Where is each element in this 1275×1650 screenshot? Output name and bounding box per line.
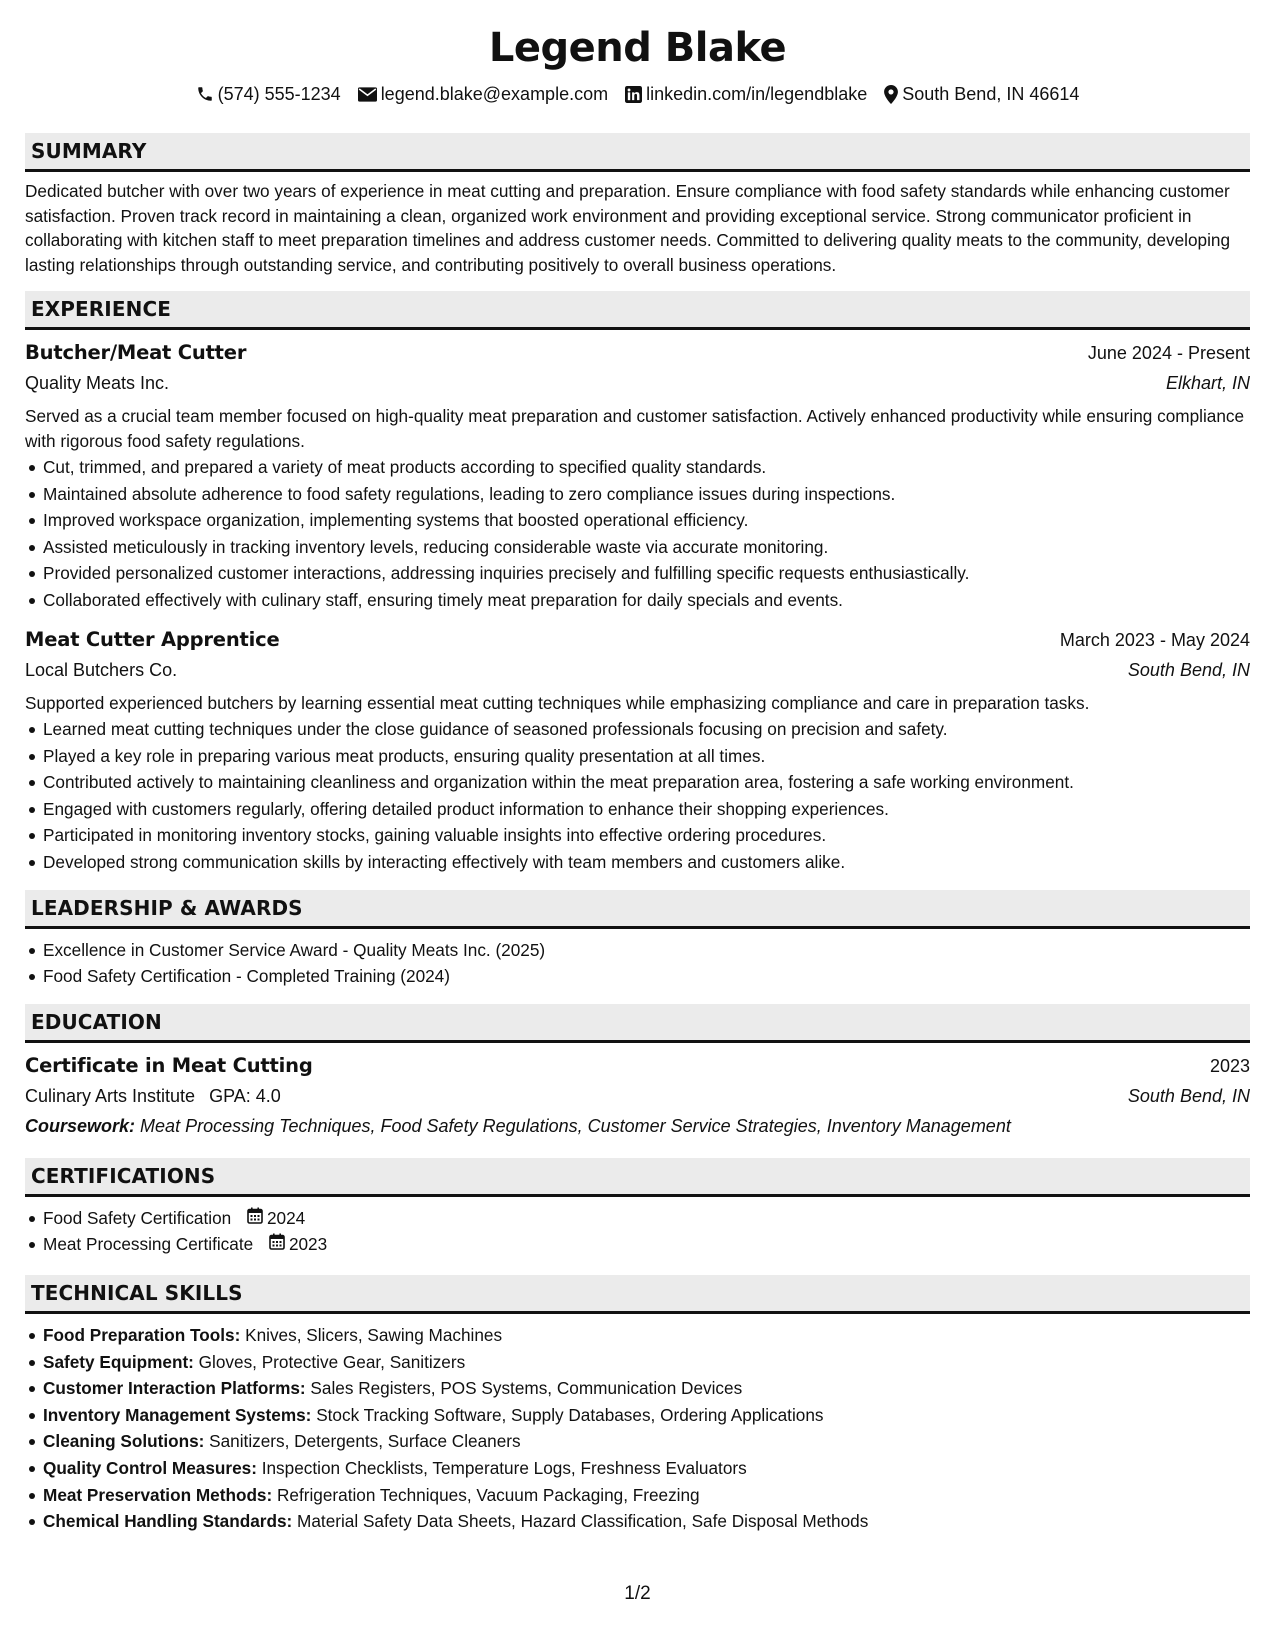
job-entry <box>25 338 1250 614</box>
section-header <box>25 1004 1250 1043</box>
education-section <box>25 1004 1250 1141</box>
calendar-icon <box>247 1205 263 1232</box>
school-name: Culinary Arts Institute <box>25 1085 196 1106</box>
skill-value: Sanitizers, Detergents, Surface Cleaners <box>209 1431 521 1452</box>
skill-label: Inventory Management Systems: <box>43 1404 312 1425</box>
linkedin-text: linkedin.com/in/legendblake <box>646 84 868 104</box>
skills-section <box>25 1275 1250 1535</box>
list-item: Cut, trimmed, and prepared a variety of meat products according to specified quality standards. <box>25 454 1250 481</box>
resume-page <box>25 18 1250 1535</box>
phone-text: (574) 555-1234 <box>217 84 341 104</box>
skill-label: Cleaning Solutions: <box>43 1431 205 1452</box>
summary-section <box>25 133 1250 277</box>
awards-list <box>25 937 1250 990</box>
list-item: Engaged with customers regularly, offering detailed product information to enhance their shopping experiences. <box>25 796 1250 823</box>
cert-year: 2023 <box>288 1234 328 1255</box>
job-bullets <box>25 716 1250 876</box>
job-company: Local Butchers Co. <box>25 659 178 680</box>
leadership-section <box>25 890 1250 990</box>
cert-name: Food Safety Certification <box>43 1207 232 1228</box>
cert-date <box>269 1231 327 1258</box>
section-title: TECHNICAL SKILLS <box>31 1281 243 1305</box>
phone-icon <box>196 85 214 103</box>
skill-value: Material Safety Data Sheets, Hazard Classification, Safe Disposal Methods <box>297 1511 869 1532</box>
contact-location <box>884 82 1079 106</box>
list-item: Provided personalized customer interactions, addressing inquiries precisely and fulfilling specific requests enthusiastically. <box>25 560 1250 587</box>
list-item: Participated in monitoring inventory stocks, gaining valuable insights into effective ordering procedures. <box>25 822 1250 849</box>
email-text: legend.blake@example.com <box>380 84 609 104</box>
certifications-section <box>25 1158 1250 1258</box>
contact-email[interactable] <box>358 82 608 106</box>
school-line <box>25 1081 281 1111</box>
list-item <box>25 1402 1250 1429</box>
job-description: Supported experienced butchers by learning essential meat cutting techniques while emphasizing compliance and care in preparation tasks. <box>25 692 1090 713</box>
section-header <box>25 1158 1250 1197</box>
list-item <box>25 1508 1250 1535</box>
job-company: Quality Meats Inc. <box>25 373 170 393</box>
experience-section <box>25 291 1250 876</box>
section-title: LEADERSHIP & AWARDS <box>31 895 303 920</box>
list-item: Assisted meticulously in tracking inventory levels, reducing considerable waste via accurate monitoring. <box>25 534 1250 561</box>
section-header <box>25 133 1250 172</box>
job-title: Butcher/Meat Cutter <box>25 341 247 364</box>
skill-label: Safety Equipment: <box>43 1351 194 1372</box>
skill-label: Food Preparation Tools: <box>43 1325 241 1345</box>
school-location: South Bend, IN <box>1127 1085 1250 1106</box>
list-item: Improved workspace organization, implementing systems that boosted operational efficiency. <box>25 507 1250 534</box>
contact-phone[interactable] <box>196 82 341 106</box>
section-title: SUMMARY <box>31 139 147 163</box>
list-item: Played a key role in preparing various meat products, ensuring quality presentation at all times. <box>25 743 1250 770</box>
skill-label: Meat Preservation Methods: <box>43 1484 273 1505</box>
skill-value: Gloves, Protective Gear, Sanitizers <box>198 1351 466 1372</box>
coursework-text: Meat Processing Techniques, Food Safety Regulations, Customer Service Strategies, Inventory Management <box>140 1115 1011 1136</box>
job-title: Meat Cutter Apprentice <box>25 627 280 651</box>
job-location: South Bend, IN <box>1127 659 1250 680</box>
section-title: EDUCATION <box>31 1009 162 1034</box>
section-header <box>25 1275 1250 1314</box>
job-description: Served as a crucial team member focused on high-quality meat preparation and customer satisfaction. Actively enhanced productivity while ensuring compliance with rigorous food safety regulations. <box>25 406 1245 451</box>
section-header <box>25 890 1250 929</box>
list-item: Collaborated effectively with culinary staff, ensuring timely meat preparation for daily specials and events. <box>25 587 1250 614</box>
skills-list <box>25 1322 1250 1535</box>
skill-value: Inspection Checklists, Temperature Logs, Freshness Evaluators <box>261 1457 747 1478</box>
list-item <box>25 1482 1250 1509</box>
cert-year: 2024 <box>266 1207 306 1228</box>
cert-name: Meat Processing Certificate <box>43 1234 254 1255</box>
coursework-label: Coursework: <box>25 1115 136 1136</box>
section-title: EXPERIENCE <box>31 297 171 321</box>
list-item: Developed strong communication skills by interacting effectively with team members and customers alike. <box>25 849 1250 876</box>
list-item <box>25 1375 1250 1402</box>
list-item <box>25 1349 1250 1376</box>
list-item: Excellence in Customer Service Award - Quality Meats Inc. (2025) <box>25 937 1250 964</box>
coursework <box>25 1111 1250 1141</box>
map-pin-icon <box>884 85 898 104</box>
job-entry <box>25 625 1250 876</box>
section-title: CERTIFICATIONS <box>31 1163 216 1188</box>
list-item <box>25 1205 1250 1232</box>
list-item <box>25 1231 1250 1258</box>
list-item: Maintained absolute adherence to food safety regulations, leading to zero compliance issues during inspections. <box>25 481 1250 508</box>
list-item: Food Safety Certification - Completed Training (2024) <box>25 963 1250 990</box>
gpa: GPA: 4.0 <box>209 1085 281 1106</box>
skill-label: Quality Control Measures: <box>43 1457 257 1478</box>
list-item <box>25 1428 1250 1455</box>
certifications-list <box>25 1205 1250 1258</box>
contact-bar <box>25 82 1250 106</box>
skill-value: Refrigeration Techniques, Vacuum Packaging, Freezing <box>277 1484 700 1505</box>
summary-text: Dedicated butcher with over two years of experience in meat cutting and preparation. Ensure compliance with food safety standards while enhancing customer satisfaction. Proven track record in maintaining a clean, organized work environment and providing exceptional service. Strong communicator proficient in collaborating with kitchen staff to meet preparation timelines and address customer needs. Committed to delivering quality meats to the community, developing lasting relationships through outstanding service, and contributing positively to overall business operations. <box>25 181 1231 275</box>
contact-linkedin[interactable] <box>625 82 867 106</box>
education-entry <box>25 1051 1250 1141</box>
page-number: 1/2 <box>624 1583 651 1604</box>
job-dates: June 2024 - Present <box>1087 343 1250 363</box>
list-item <box>25 1455 1250 1482</box>
skill-label: Customer Interaction Platforms: <box>43 1378 306 1399</box>
cert-date <box>247 1205 305 1232</box>
skill-value: Sales Registers, POS Systems, Communication Devices <box>310 1378 743 1399</box>
section-header <box>25 291 1250 330</box>
envelope-icon <box>358 87 377 102</box>
job-bullets <box>25 454 1250 614</box>
list-item: Learned meat cutting techniques under the close guidance of seasoned professionals focusing on precision and safety. <box>25 716 1250 743</box>
job-location: Elkhart, IN <box>1165 373 1250 393</box>
skill-value: Knives, Slicers, Sawing Machines <box>245 1325 503 1345</box>
skill-label: Chemical Handling Standards: <box>43 1511 293 1532</box>
list-item <box>25 1322 1250 1349</box>
graduation-year: 2023 <box>1209 1055 1250 1076</box>
job-dates: March 2023 - May 2024 <box>1059 629 1250 650</box>
degree-title: Certificate in Meat Cutting <box>25 1053 313 1077</box>
candidate-name: Legend Blake <box>488 25 787 71</box>
calendar-icon <box>269 1231 285 1258</box>
location-text: South Bend, IN 46614 <box>902 84 1080 104</box>
linkedin-icon <box>625 86 642 103</box>
list-item: Contributed actively to maintaining cleanliness and organization within the meat preparation area, fostering a safe working environment. <box>25 769 1250 796</box>
skill-value: Stock Tracking Software, Supply Databases, Ordering Applications <box>316 1404 824 1425</box>
